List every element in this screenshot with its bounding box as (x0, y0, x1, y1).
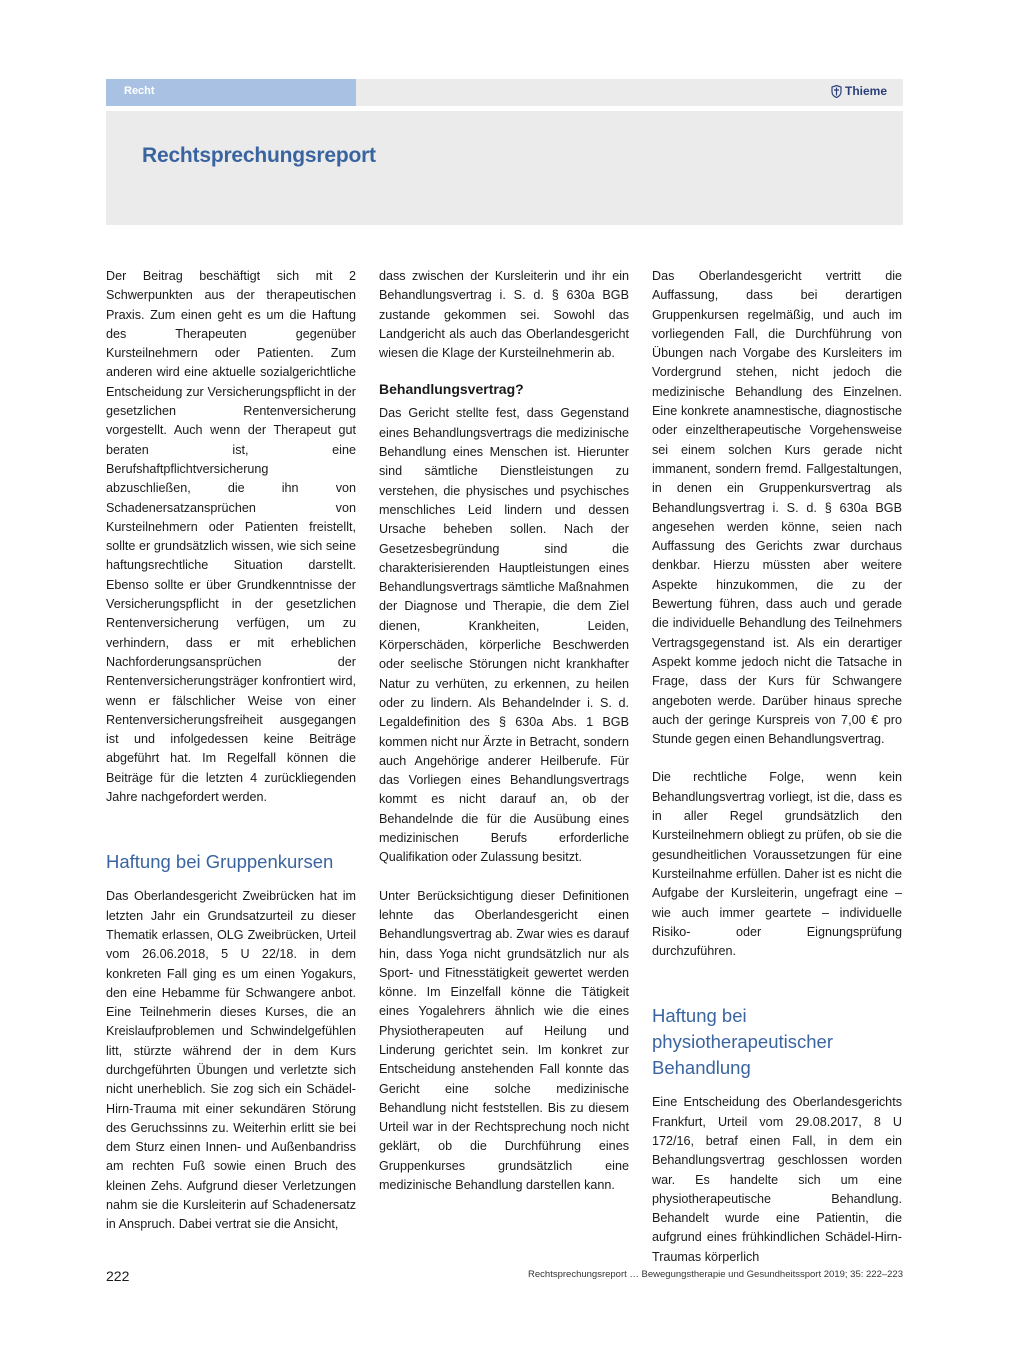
heading-behandlungsvertrag: Behandlungsvertrag? (379, 381, 524, 398)
heading-haftung-physio: Haftung bei physiotherapeutischer Behandlung (652, 1005, 833, 1079)
page-number: 222 (106, 1268, 130, 1284)
title-box (106, 111, 903, 225)
heading-haftung-gruppenkurse: Haftung bei Gruppenkursen (106, 851, 334, 873)
article-title: Rechtsprechungsreport (142, 144, 376, 167)
publisher-logo (831, 84, 887, 98)
paragraph-klage-abgewiesen: dass zwischen der Kursleiterin und ihr ein Behandlungsvertrag i. S. d. § 630a BGB zustande gekommen sei. Sowohl das Landgericht als auch das Oberlandesgericht wiesen die Klage der Kursteilnehmerin ab. (379, 269, 629, 361)
paragraph-olg-zweibruecken: Das Oberlandesgericht Zweibrücken hat im letzten Jahr ein Grundsatzurteil zu dieser Thematik erlassen, OLG Zweibrücken, Urteil vom 26.06.2018, 5 U 22/18. in dem konkreten Fall ging es um einen Yogakurs, den eine Hebamme für Schwangere anbot. Eine Teilnehmerin dieses Kurses, die an Kreislaufproblemen und Schwindelgefühlen litt, stürzte während der in dem Kurs durchgeführten Übungen und verletzte sich nicht unerheblich. Sie zog sich ein Schädel-Hirn-Trauma mit einer sekundären Störung des Geruchssinns zu. Weiterhin erlitt sie bei dem Sturz einen Innen- und Außenbandriss am rechten Fuß sowie einen Bruch des kleinen Zehs. Aufgrund dieser Verletzungen nahm sie die Kursleiterin auf Schadenersatz in Anspruch. Dabei vertrat sie die Ansicht, (106, 889, 356, 1232)
paragraph-olg-frankfurt: Eine Entscheidung des Oberlandesgerichts Frankfurt, Urteil vom 29.08.2017, 8 U 172/16, betraf einen Fall, in dem ein Behandlungsvertrag geschlossen worden war. Es handelte sich um eine physiotherapeutische Behandlung. Behandelt wurde eine Patientin, die aufgrund eines frühkindlichen Schädel-Hirn-Traumas körperlich (652, 1095, 902, 1264)
journal-header-bar (106, 79, 903, 106)
paragraph-yoga: Unter Berücksichtigung dieser Definitionen lehnte das Oberlandesgericht einen Behandlungsvertrag ab. Zwar wies es darauf hin, dass Yoga nicht grundsätzlich nur als Sport- und Fitnesstätigkeit gewertet werden könne. Im Einzelfall könne die Tätigkeit eines Yogalehrers ähnlich wie die eines Physiotherapeuten auf Heilung und Linderung gerichtet sein. Im konkret zur Entscheidung anstehenden Fall konnte das Gericht eine solche medizinische Behandlung nicht feststellen. Bis zu diesem Urteil war in der Rechtsprechung noch nicht geklärt, ob die Durchführung eines Gruppenkurses grundsätzlich eine medizinische Behandlung darstellen kann. (379, 888, 629, 1193)
section-label: Recht (124, 85, 155, 97)
text-column-3 (652, 267, 902, 1267)
text-column-1 (106, 267, 356, 1235)
paragraph-auffassung: Das Oberlandesgericht vertritt die Auffassung, dass bei derartigen Gruppenkursen regelmäßig, und auch im vorliegenden Fall, die Durchführung von Übungen nach Vorgabe des Kursleiters im Vordergrund stehen, nicht jedoch die medizinische Behandlung des Einzelnen. Eine konkrete anamnestische, diagnostische oder einzeltherapeutische Vorgehensweise sei einem solchen Kurs gerade nicht immanent, sondern fremd. Fallgestaltungen, in denen ein Gruppenkursvertrag als Behandlungsvertrag i. S. d. § 630a BGB angesehen werden könne, seien nach Auffassung des Gerichts zwar durchaus denkbar. Hierzu müssten aber weitere Aspekte hinzukommen, die zu der Bewertung führen, dass auch und gerade die individuelle Behandlung des Teilnehmers Vertragsgegenstand ist. Als ein derartiger Aspekt komme jedoch nicht die Tatsache in Frage, dass der Kurs für Schwangere angeboten werde. Darüber hinaus spreche auch der geringe Kurspreis von 7,00 € pro Stunde gegen einen Behandlungsvertrag. (652, 269, 902, 747)
paragraph-rechtliche-folge: Die rechtliche Folge, wenn kein Behandlungsvertrag vorliegt, ist die, dass es in aller Regel grundsätzlich den Kursteilnehmern obliegt zu prüfen, ob sie die gesundheitlichen Voraussetzungen für eine Kursteilnahme erfüllen. Daher ist es nicht die Aufgabe der Kursleiterin, ungefragt eine – wie auch immer geartete – individuelle Risiko- oder Eignungsprüfung durchzuführen. (652, 770, 902, 959)
publisher-name: Thieme (844, 84, 887, 98)
paragraph-definition: Das Gericht stellte fest, dass Gegenstand eines Behandlungsvertrags die medizinische Behandlung eines Menschen ist. Hierunter sind sämtliche Dienstleistungen zu verstehen, die physisches und psychisches menschliches Leid lindern und dessen Ursache beheben sollen. Nach der Gesetzesbegründung sind die charakterisierenden Hauptleistungen eines Behandlungsvertrags sämtliche Maßnahmen der Diagnose und Therapie, die dem Ziel dienen, Krankheiten, Leiden, Körperschäden, körperliche Beschwerden oder seelische Störungen nicht krankhafter Natur zu verhüten, zu erkennen, zu heilen oder zu lindern. Als Behandelnder i. S. d. Legaldefinition des § 630a Abs. 1 BGB kommen nicht nur Ärzte in Betracht, sondern auch Angehörige anderer Heilberufe. Für das Vorliegen eines Behandlungsvertrags kommt es nicht darauf an, ob der Behandelnde die für die Ausübung eines medizinischen Berufs erforderliche Qualifikation oder Zulassung besitzt. (379, 406, 629, 865)
footer-citation: Rechtsprechungsreport … Bewegungstherapie und Gesundheitssport 2019; 35: 222–223 (528, 1269, 903, 1280)
section-tab (106, 79, 356, 106)
text-column-2 (379, 267, 629, 1195)
paragraph-intro: Der Beitrag beschäftigt sich mit 2 Schwerpunkten aus der therapeutischen Praxis. Zum einen geht es um die Haftung des Therapeuten gegenüber Kursteilnehmern oder Patienten. Zum anderen wird eine aktuelle sozialgerichtliche Entscheidung zur Versicherungspflicht in der gesetzlichen Rentenversicherung vorgestellt. Auch wenn der Therapeut gut beraten ist, eine Berufshaftpflichtversicherung abzuschließen, die ihn von Schadenersatzansprüchen von Kursteilnehmern oder Patienten freistellt, sollte er grundsätzlich wissen, wie sich seine haftungsrechtliche Situation darstellt. Ebenso sollte er über Grundkenntnisse der Versicherungspflicht in der gesetzlichen Rentenversicherung verfügen, um zu verhindern, dass er mit erheblichen Nachforderungsansprüchen der Rentenversicherungsträger konfrontiert wird, wenn er fälschlicher Weise von einer Rentenversicherungsfreiheit ausgegangen ist und infolgedessen keine Beiträge abgeführt hat. Im Regelfall können die Beiträge für die letzten 4 zurückliegenden Jahre nachgefordert werden. (106, 269, 356, 805)
thieme-emblem-icon (831, 85, 842, 98)
